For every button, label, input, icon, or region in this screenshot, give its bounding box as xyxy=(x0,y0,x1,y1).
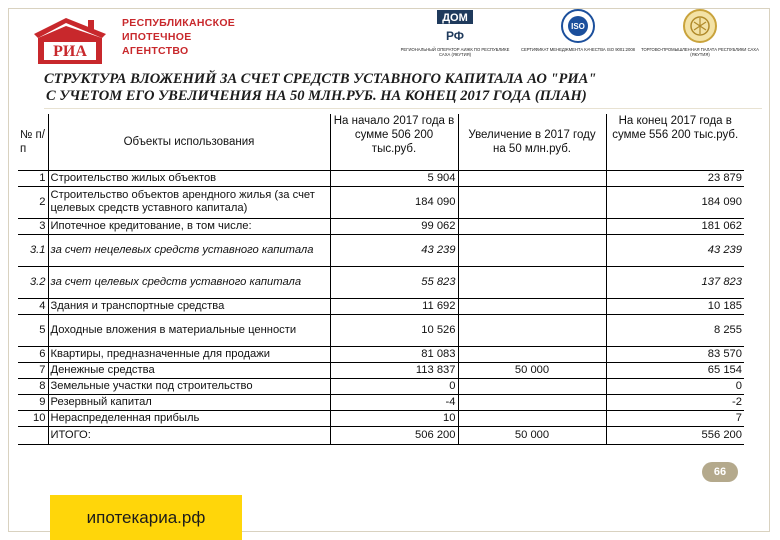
svg-text:РИА: РИА xyxy=(53,43,87,60)
table-row: 5 Доходные вложения в материальные ценности 10 526 8 255 xyxy=(18,314,744,346)
dom-rf-logo-icon xyxy=(435,8,475,44)
table-row: 6 Квартиры, предназначенные для продажи 81 083 83 570 xyxy=(18,346,744,362)
table-row: 8 Земельные участки под строительство 0 0 xyxy=(18,378,744,394)
total-increase: 50 000 xyxy=(458,426,606,444)
table-row: 9 Резервный капитал -4 -2 xyxy=(18,394,744,410)
table-row: 1 Строительство жилых объектов 5 904 23 879 xyxy=(18,170,744,186)
page-number-badge: 66 xyxy=(702,462,738,482)
table-row: 4 Здания и транспортные средства 11 692 10 185 xyxy=(18,298,744,314)
table-row: 3 Ипотечное кредитование, в том числе: 99 062 181 062 xyxy=(18,218,744,234)
website-link[interactable]: ипотекариа.рф xyxy=(50,495,242,540)
total-start: 506 200 xyxy=(330,426,458,444)
table-row: 10 Нераспределенная прибыль 10 7 xyxy=(18,410,744,426)
header-increase: Увеличение в 2017 году на 50 млн.руб. xyxy=(458,114,606,170)
table-row: 7 Денежные средства 113 837 50 000 65 154 xyxy=(18,362,744,378)
chamber-of-commerce-logo-icon xyxy=(682,8,718,44)
partner-caption: СЕРТИФИКАТ МЕНЕДЖМЕНТА КАЧЕСТВА ISO 9001:2008 xyxy=(520,47,635,52)
table-row: 3.2 за счет целевых средств уставного капитала 55 823 137 823 xyxy=(18,266,744,298)
svg-text:ДОМ: ДОМ xyxy=(442,12,468,24)
partner-chamber xyxy=(640,8,760,57)
investment-structure-table xyxy=(18,114,744,445)
brand-name: РЕСПУБЛИКАНСКОЕ ИПОТЕЧНОЕ АГЕНТСТВО xyxy=(122,17,236,57)
partner-caption: ТОРГОВО-ПРОМЫШЛЕННАЯ ПАЛАТА РЕСПУБЛИКИ САХА (ЯКУТИЯ) xyxy=(641,47,759,57)
partner-dom-rf xyxy=(395,8,515,57)
page-title: СТРУКТУРА ВЛОЖЕНИЙ ЗА СЧЕТ СРЕДСТВ УСТАВНОГО КАПИТАЛА АО "РИА" С УЧЕТОМ ЕГО УВЕЛИЧЕНИЯ НА 50 МЛН.РУБ. НА КОНЕЦ 2017 ГОДА (ПЛАН) xyxy=(44,71,597,104)
header-end: На конец 2017 года в сумме 556 200 тыс.руб. xyxy=(606,114,744,170)
header-start: На начало 2017 года в сумме 506 200 тыс.руб. xyxy=(330,114,458,170)
title-divider xyxy=(44,108,762,109)
header-num: № п/п xyxy=(18,114,48,170)
partner-iso xyxy=(518,8,638,52)
header-object: Объекты использования xyxy=(48,114,330,170)
svg-text:ISO: ISO xyxy=(571,22,585,31)
table-total-row xyxy=(18,426,744,444)
total-end: 556 200 xyxy=(606,426,744,444)
table-row: 3.1 за счет нецелевых средств уставного капитала 43 239 43 239 xyxy=(18,234,744,266)
total-label: ИТОГО: xyxy=(48,426,330,444)
table-row: 2 Строительство объектов арендного жилья (за счет целевых средств уставного капитала) 184 090 184 090 xyxy=(18,186,744,218)
ria-house-logo-icon xyxy=(28,14,112,66)
partner-caption: РЕГИОНАЛЬНЫЙ ОПЕРАТОР АИЖК ПО РЕСПУБЛИКЕ САХА (ЯКУТИЯ) xyxy=(400,47,510,57)
table-header-row xyxy=(18,114,744,170)
svg-text:РФ: РФ xyxy=(445,29,465,43)
iso-certified-logo-icon xyxy=(560,8,596,44)
